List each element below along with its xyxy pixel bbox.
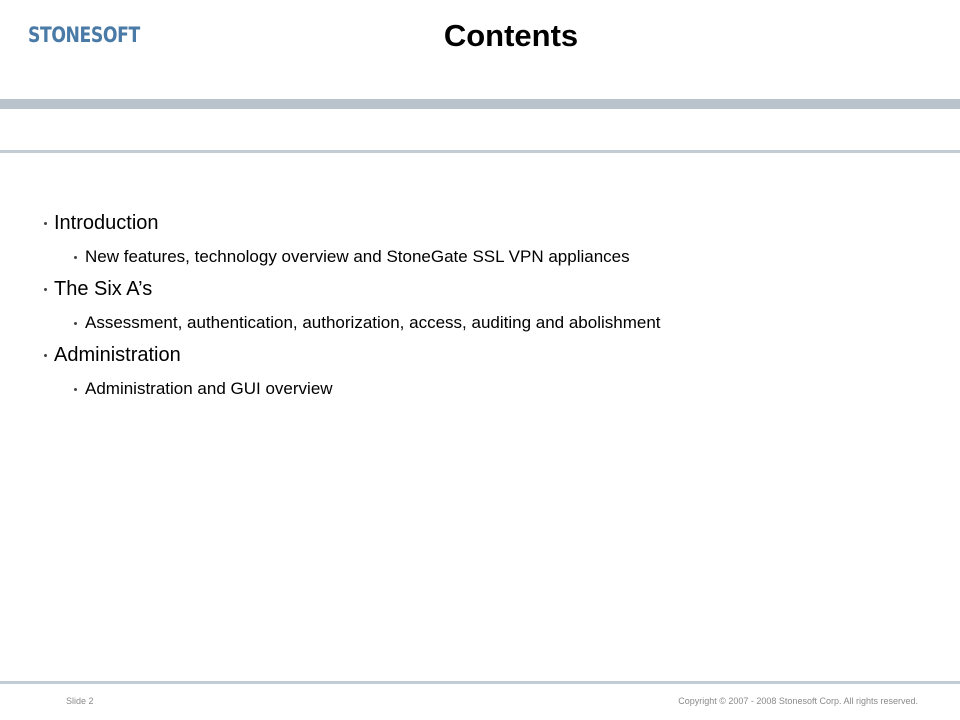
bullet-icon [74,256,77,259]
outline-item-introduction [44,208,924,238]
outline-subitem [74,308,924,338]
bullet-icon [44,354,47,357]
footer-divider [0,681,960,684]
list-item [44,274,924,338]
copyright-notice: Copyright © 2007 - 2008 Stonesoft Corp. All rights reserved. [678,696,918,706]
bullet-icon [74,322,77,325]
contents-list [44,208,924,406]
outline-subitem-label: Assessment, authentication, authorization, access, auditing and abolishment [85,313,661,332]
header-divider [0,150,960,153]
outline-item-label: The Six A’s [54,278,153,300]
outline-subitem [74,374,924,404]
bullet-icon [74,388,77,391]
slide-title: Contents [443,18,579,53]
outline-subitem [74,242,924,272]
bullet-icon [44,288,47,291]
outline-item-six-as [44,274,924,304]
outline-subitem-label: Administration and GUI overview [85,379,333,398]
list-item [44,340,924,404]
outline-subitem-label: New features, technology overview and StoneGate SSL VPN appliances [85,247,630,266]
slide-number: Slide 2 [66,696,94,706]
header-band [0,99,960,109]
outline-item-administration [44,340,924,370]
list-item [44,208,924,272]
stonesoft-logo: STONESOFT [28,23,140,47]
outline-item-label: Administration [54,344,181,366]
outline-item-label: Introduction [54,212,159,234]
bullet-icon [44,222,47,225]
